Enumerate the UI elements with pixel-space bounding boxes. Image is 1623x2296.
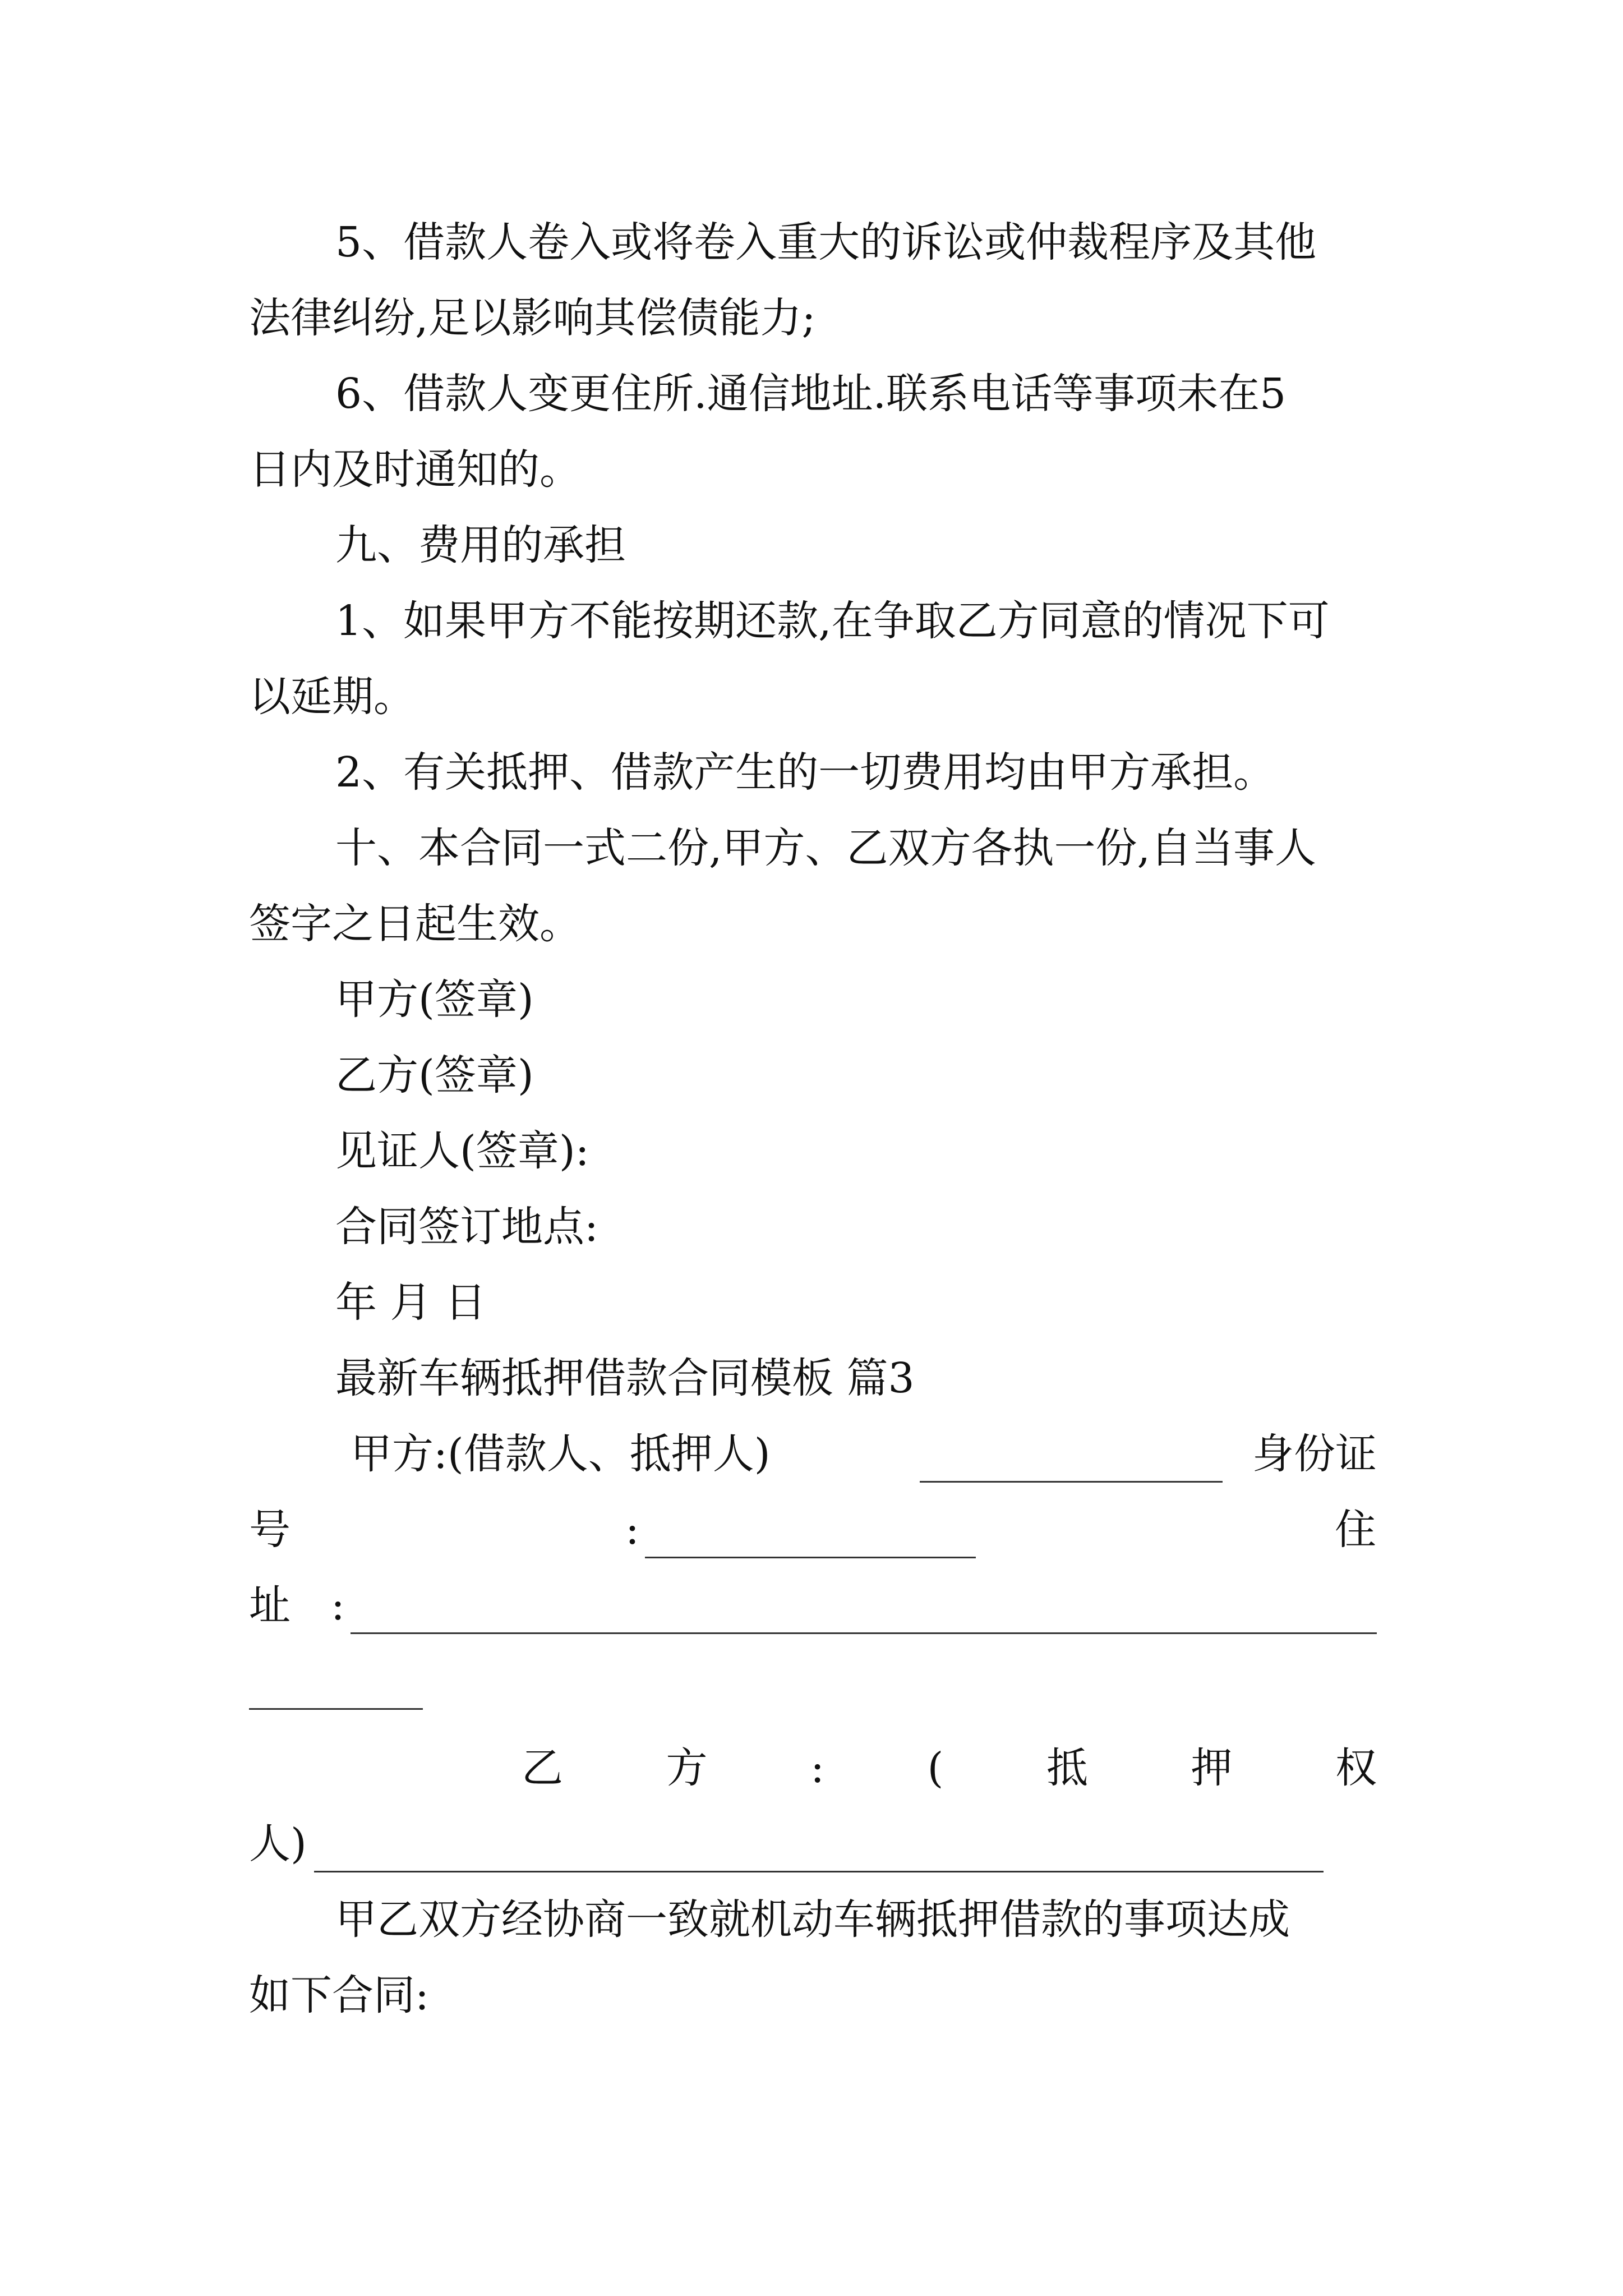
- section-heading-fees: 九、费用的承担: [335, 521, 626, 569]
- party-b-char: 方: [666, 1744, 708, 1792]
- paragraph-clause-5-line-1: 5、借款人卷入或将卷入重大的诉讼或仲裁程序及其他: [335, 218, 1317, 266]
- paragraph-clause-10-line-2: 签字之日起生效。: [249, 900, 581, 948]
- party-a-id-colon: :: [625, 1506, 639, 1554]
- paragraph-clause-6-line-1: 6、借款人变更住所.通信地址.联系电话等事项未在5: [335, 370, 1287, 418]
- party-b-char: 抵: [1046, 1744, 1088, 1792]
- signature-party-a: 甲方(签章): [335, 976, 534, 1024]
- party-a-address-blank-continued: [249, 1708, 423, 1710]
- paragraph-clause-10-line-1: 十、本合同一式二份,甲方、乙双方各执一份,自当事人: [335, 824, 1317, 872]
- party-b-char: :: [810, 1744, 824, 1792]
- party-a-id-blank: [645, 1557, 976, 1558]
- party-a-address-colon: :: [331, 1581, 345, 1630]
- paragraph-fee-1-line-1: 1、如果甲方不能按期还款,在争取乙方同意的情况下可: [335, 597, 1330, 645]
- party-b-char: 权: [1335, 1744, 1377, 1792]
- party-a-id-label-head: 号: [249, 1506, 291, 1554]
- paragraph-fee-2: 2、有关抵押、借款产生的一切费用均由甲方承担。: [335, 748, 1275, 797]
- party-a-label: 甲方:(借款人、抵押人): [351, 1430, 771, 1478]
- party-a-name-blank: [920, 1481, 1223, 1483]
- party-b-char: (: [927, 1744, 944, 1792]
- signature-party-b: 乙方(签章): [335, 1051, 534, 1099]
- signature-witness: 见证人(签章):: [335, 1127, 589, 1175]
- party-a-id-label-tail: 身份证: [1252, 1430, 1377, 1478]
- party-b-char: 乙: [522, 1744, 563, 1792]
- closing-line-2: 如下合同:: [249, 1971, 429, 2019]
- closing-line-1: 甲乙双方经协商一致就机动车辆抵押借款的事项达成: [335, 1895, 1290, 1944]
- party-b-label-row: [522, 1744, 1377, 1792]
- party-a-address-blank: [351, 1632, 1377, 1634]
- party-b-name-blank: [314, 1871, 1324, 1872]
- paragraph-fee-1-line-2: 以延期。: [249, 673, 415, 721]
- party-a-address-label-tail: 址: [249, 1581, 291, 1630]
- signing-location: 合同签订地点:: [335, 1203, 598, 1251]
- party-b-char: 押: [1191, 1744, 1233, 1792]
- party-a-address-label-head: 住: [1335, 1506, 1376, 1554]
- signing-date: 年 月 日: [335, 1278, 487, 1327]
- paragraph-clause-5-line-2: 法律纠纷,足以影响其偿债能力;: [249, 294, 816, 342]
- section-title-template-3: 最新车辆抵押借款合同模板 篇3: [335, 1354, 915, 1402]
- paragraph-clause-6-line-2: 日内及时通知的。: [249, 445, 581, 494]
- party-b-label-tail: 人): [249, 1820, 307, 1868]
